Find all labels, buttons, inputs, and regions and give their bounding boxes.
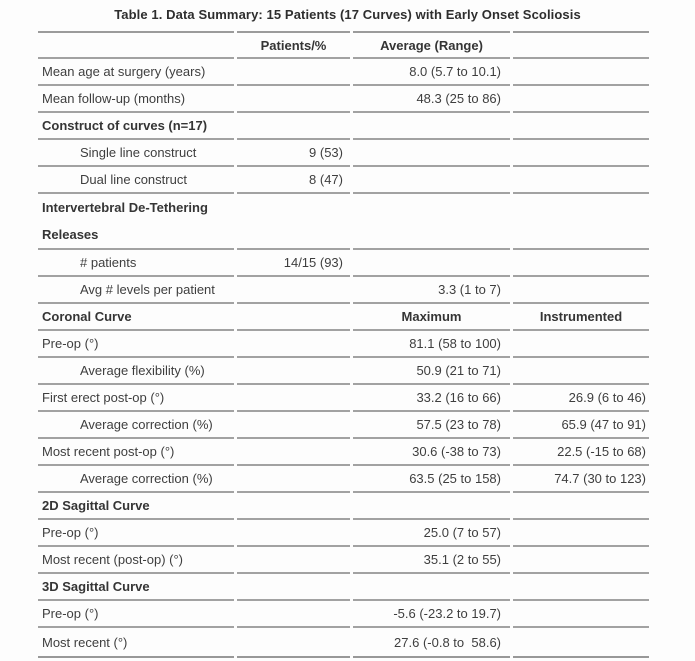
row-label: Most recent (°) (38, 628, 234, 658)
instrumented-cell (513, 86, 649, 113)
row-label: Coronal Curve (38, 304, 234, 331)
row-label: Pre-op (°) (38, 601, 234, 628)
instrumented-cell: 65.9 (47 to 91) (513, 412, 649, 439)
average-cell (353, 574, 510, 601)
table-body (38, 31, 649, 658)
section-row (38, 194, 649, 250)
patients-cell (237, 277, 350, 304)
instrumented-cell (513, 113, 649, 140)
row-label: Average correction (%) (38, 412, 234, 439)
section-row (38, 113, 649, 140)
instrumented-cell (513, 628, 649, 658)
column-header-patients: Patients/% (237, 31, 350, 59)
row-label: Single line construct (38, 140, 234, 167)
patients-cell (237, 493, 350, 520)
patients-cell (237, 412, 350, 439)
instrumented-cell (513, 59, 649, 86)
average-cell: 33.2 (16 to 66) (353, 385, 510, 412)
patients-cell (237, 574, 350, 601)
patients-cell (237, 331, 350, 358)
average-cell (353, 140, 510, 167)
column-header-average: Average (Range) (353, 31, 510, 59)
patients-cell (237, 547, 350, 574)
row-label: Average correction (%) (38, 466, 234, 493)
instrumented-cell (513, 331, 649, 358)
patients-cell (237, 466, 350, 493)
section-row (38, 493, 649, 520)
instrumented-cell: 22.5 (-15 to 68) (513, 439, 649, 466)
instrumented-cell (513, 194, 649, 250)
patients-cell (237, 59, 350, 86)
patients-cell (237, 113, 350, 140)
patients-cell (237, 86, 350, 113)
row-label: Pre-op (°) (38, 331, 234, 358)
table-row (38, 59, 649, 86)
section-row (38, 574, 649, 601)
row-label (38, 31, 234, 59)
table-row (38, 520, 649, 547)
table-row (38, 86, 649, 113)
instrumented-cell (513, 520, 649, 547)
average-cell (353, 250, 510, 277)
row-label: # patients (38, 250, 234, 277)
table-row (38, 547, 649, 574)
table-row (38, 167, 649, 194)
row-label: 3D Sagittal Curve (38, 574, 234, 601)
row-label: Most recent (post-op) (°) (38, 547, 234, 574)
instrumented-cell (513, 167, 649, 194)
column-header-instrumented: Instrumented (513, 304, 649, 331)
row-label: Most recent post-op (°) (38, 439, 234, 466)
instrumented-cell: 26.9 (6 to 46) (513, 385, 649, 412)
table-row (38, 385, 649, 412)
patients-cell (237, 520, 350, 547)
row-label: First erect post-op (°) (38, 385, 234, 412)
section-row (38, 304, 649, 331)
patients-cell (237, 385, 350, 412)
table-row (38, 466, 649, 493)
table-row (38, 250, 649, 277)
row-label: Average flexibility (%) (38, 358, 234, 385)
patients-cell: 14/15 (93) (237, 250, 350, 277)
average-cell: -5.6 (-23.2 to 19.7) (353, 601, 510, 628)
instrumented-cell (513, 277, 649, 304)
column-header-average: Maximum (353, 304, 510, 331)
patients-cell (237, 194, 350, 250)
row-label: Dual line construct (38, 167, 234, 194)
average-cell: 3.3 (1 to 7) (353, 277, 510, 304)
column-header-instrumented (513, 31, 649, 59)
average-cell: 57.5 (23 to 78) (353, 412, 510, 439)
table-row (38, 277, 649, 304)
patients-cell (237, 628, 350, 658)
patients-cell (237, 601, 350, 628)
average-cell: 8.0 (5.7 to 10.1) (353, 59, 510, 86)
average-cell: 81.1 (58 to 100) (353, 331, 510, 358)
instrumented-cell (513, 140, 649, 167)
patients-cell (237, 304, 350, 331)
table-title: Table 1. Data Summary: 15 Patients (17 Curves) with Early Onset Scoliosis (114, 7, 581, 22)
average-cell: 35.1 (2 to 55) (353, 547, 510, 574)
row-label: Mean follow-up (months) (38, 86, 234, 113)
instrumented-cell (513, 250, 649, 277)
row-label: Pre-op (°) (38, 520, 234, 547)
table-row (38, 628, 649, 658)
instrumented-cell (513, 574, 649, 601)
average-cell (353, 194, 510, 250)
table-row (38, 412, 649, 439)
column-header-row (38, 31, 649, 59)
average-cell (353, 167, 510, 194)
instrumented-cell (513, 601, 649, 628)
patients-cell (237, 358, 350, 385)
average-cell: 27.6 (-0.8 to 58.6) (353, 628, 510, 658)
patients-cell: 9 (53) (237, 140, 350, 167)
patients-cell (237, 439, 350, 466)
instrumented-cell (513, 493, 649, 520)
instrumented-cell (513, 358, 649, 385)
average-cell (353, 113, 510, 140)
data-table (35, 31, 652, 658)
instrumented-cell: 74.7 (30 to 123) (513, 466, 649, 493)
row-label: Construct of curves (n=17) (38, 113, 234, 140)
table-row (38, 601, 649, 628)
average-cell: 25.0 (7 to 57) (353, 520, 510, 547)
table-row (38, 358, 649, 385)
table-row (38, 331, 649, 358)
average-cell: 50.9 (21 to 71) (353, 358, 510, 385)
row-label: Mean age at surgery (years) (38, 59, 234, 86)
row-label: 2D Sagittal Curve (38, 493, 234, 520)
table-row (38, 140, 649, 167)
average-cell: 48.3 (25 to 86) (353, 86, 510, 113)
average-cell: 63.5 (25 to 158) (353, 466, 510, 493)
average-cell (353, 493, 510, 520)
instrumented-cell (513, 547, 649, 574)
table-row (38, 439, 649, 466)
average-cell: 30.6 (-38 to 73) (353, 439, 510, 466)
patients-cell: 8 (47) (237, 167, 350, 194)
row-label: Avg # levels per patient (38, 277, 234, 304)
row-label: Intervertebral De-Tethering Releases (38, 194, 234, 250)
